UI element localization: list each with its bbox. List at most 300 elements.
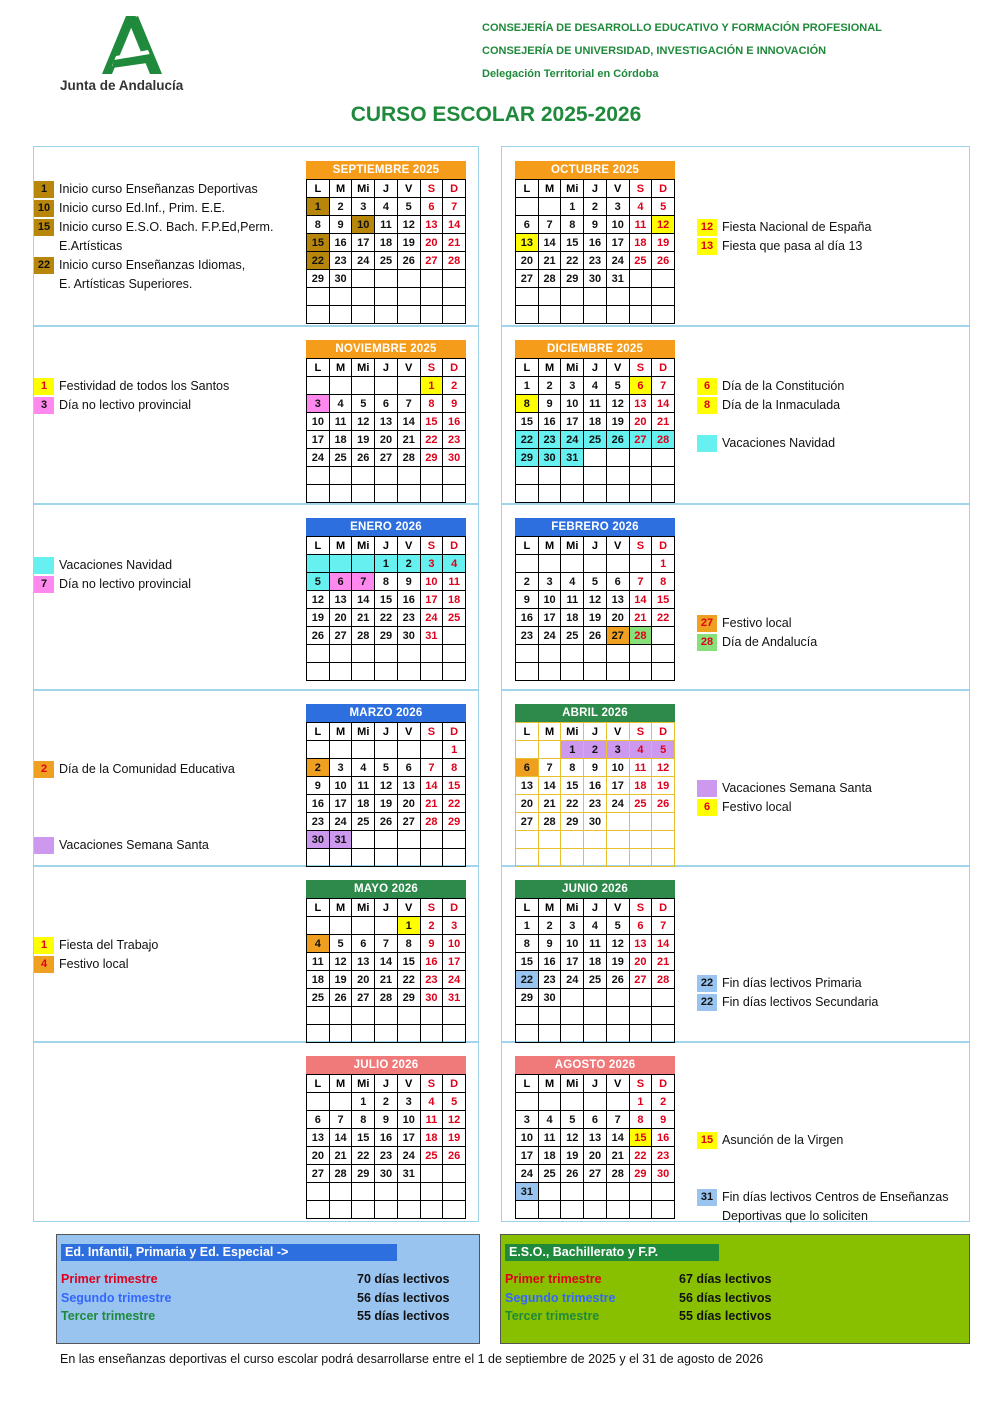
weekday-header: L bbox=[307, 537, 330, 555]
calendar-month bbox=[306, 880, 466, 1043]
calendar-empty-cell bbox=[352, 288, 375, 306]
calendar-month bbox=[515, 161, 675, 324]
calendar-empty-cell bbox=[584, 1183, 607, 1201]
calendar-day: 4 bbox=[561, 573, 584, 591]
weekday-header: J bbox=[584, 1075, 607, 1093]
calendar-day: 25 bbox=[375, 252, 398, 270]
calendar-day: 9 bbox=[539, 395, 562, 413]
calendar-empty-cell bbox=[307, 306, 330, 324]
calendar-day: 27 bbox=[398, 813, 421, 831]
calendar-day: 2 bbox=[398, 555, 421, 573]
calendar-day: 14 bbox=[607, 1129, 630, 1147]
calendar-day: 30 bbox=[539, 989, 562, 1007]
calendar-day: 25 bbox=[584, 431, 607, 449]
calendar-month bbox=[306, 704, 466, 867]
calendar-empty-cell bbox=[443, 663, 466, 681]
calendar-day: 23 bbox=[584, 252, 607, 270]
calendar-empty-cell bbox=[375, 1025, 398, 1043]
calendar-day: 9 bbox=[584, 759, 607, 777]
calendar-day: 30 bbox=[539, 449, 562, 467]
calendar-day: 3 bbox=[607, 741, 630, 759]
calendar-empty-cell bbox=[307, 645, 330, 663]
calendar-day: 13 bbox=[421, 216, 444, 234]
calendar-day: 23 bbox=[443, 431, 466, 449]
calendar-day: 6 bbox=[516, 759, 539, 777]
weekday-header: M bbox=[330, 180, 353, 198]
calendar-month bbox=[515, 704, 675, 867]
calendar-empty-cell bbox=[607, 449, 630, 467]
calendar-day: 4 bbox=[630, 198, 653, 216]
calendar-day: 10 bbox=[539, 591, 562, 609]
calendar-day: 21 bbox=[539, 252, 562, 270]
legend-swatch bbox=[697, 435, 717, 452]
calendar-day: 8 bbox=[516, 935, 539, 953]
calendar-empty-cell bbox=[330, 741, 353, 759]
calendar-day: 25 bbox=[584, 971, 607, 989]
legend-text: Deportivas que lo soliciten bbox=[722, 1209, 868, 1223]
weekday-header: D bbox=[652, 359, 675, 377]
calendar-day: 2 bbox=[307, 759, 330, 777]
calendar-empty-cell bbox=[398, 306, 421, 324]
calendar-day: 28 bbox=[443, 252, 466, 270]
calendar-empty-cell bbox=[352, 377, 375, 395]
calendar-day: 3 bbox=[330, 759, 353, 777]
calendar-empty-cell bbox=[421, 467, 444, 485]
calendar-day: 18 bbox=[443, 591, 466, 609]
calendar-empty-cell bbox=[539, 663, 562, 681]
calendar-day: 29 bbox=[375, 627, 398, 645]
calendar-empty-cell bbox=[607, 1093, 630, 1111]
calendar-empty-cell bbox=[516, 1201, 539, 1219]
calendar-empty-cell bbox=[561, 645, 584, 663]
calendar-day: 17 bbox=[516, 1147, 539, 1165]
calendar-empty-cell bbox=[516, 306, 539, 324]
legend-text: Día de Andalucía bbox=[722, 635, 818, 649]
summary-primaria-label: Ed. Infantil, Primaria y Ed. Especial -> bbox=[61, 1244, 397, 1261]
calendar-empty-cell bbox=[630, 270, 653, 288]
legend-text: Vacaciones Semana Santa bbox=[722, 781, 872, 795]
calendar-day: 30 bbox=[307, 831, 330, 849]
calendar-month-title: JULIO 2026 bbox=[306, 1056, 466, 1074]
weekday-header: Mi bbox=[352, 180, 375, 198]
weekday-header: M bbox=[539, 180, 562, 198]
weekday-header: V bbox=[607, 180, 630, 198]
calendar-empty-cell bbox=[307, 1093, 330, 1111]
calendar-day: 22 bbox=[375, 609, 398, 627]
calendar-day: 6 bbox=[307, 1111, 330, 1129]
calendar-empty-cell bbox=[375, 663, 398, 681]
calendar-day: 16 bbox=[539, 413, 562, 431]
calendar-empty-cell bbox=[330, 917, 353, 935]
calendar-day: 4 bbox=[584, 917, 607, 935]
weekday-header: M bbox=[330, 1075, 353, 1093]
calendar-day: 16 bbox=[516, 609, 539, 627]
calendar-day: 8 bbox=[443, 759, 466, 777]
calendar-day: 28 bbox=[398, 449, 421, 467]
calendar-day: 21 bbox=[352, 609, 375, 627]
calendar-empty-cell bbox=[584, 849, 607, 867]
calendar-day: 4 bbox=[539, 1111, 562, 1129]
calendar-empty-cell bbox=[421, 1201, 444, 1219]
weekday-header: L bbox=[307, 723, 330, 741]
calendar-day: 6 bbox=[421, 198, 444, 216]
trimester-row bbox=[57, 1270, 479, 1288]
calendar-empty-cell bbox=[443, 1201, 466, 1219]
calendar-day: 10 bbox=[607, 216, 630, 234]
calendar-day: 2 bbox=[375, 1093, 398, 1111]
calendar-day: 16 bbox=[421, 953, 444, 971]
calendar-day: 10 bbox=[307, 413, 330, 431]
calendar-empty-cell bbox=[398, 377, 421, 395]
weekday-header: V bbox=[398, 180, 421, 198]
legend-swatch: 3 bbox=[34, 397, 54, 414]
calendar-empty-cell bbox=[398, 831, 421, 849]
calendar-empty-cell bbox=[630, 831, 653, 849]
legend-swatch: 7 bbox=[34, 576, 54, 593]
calendar-day: 7 bbox=[652, 917, 675, 935]
trimester-name: Segundo trimestre bbox=[61, 1290, 172, 1305]
calendar-day: 17 bbox=[307, 431, 330, 449]
calendar-empty-cell bbox=[307, 1025, 330, 1043]
legend-swatch bbox=[697, 780, 717, 797]
calendar-empty-cell bbox=[584, 288, 607, 306]
calendar-day: 12 bbox=[375, 777, 398, 795]
calendar-day: 27 bbox=[630, 431, 653, 449]
calendar-empty-cell bbox=[539, 1093, 562, 1111]
weekday-header: S bbox=[421, 723, 444, 741]
calendar-day: 7 bbox=[630, 573, 653, 591]
calendar-day: 10 bbox=[443, 935, 466, 953]
calendar-day: 28 bbox=[607, 1165, 630, 1183]
calendar-empty-cell bbox=[584, 1025, 607, 1043]
calendar-empty-cell bbox=[607, 288, 630, 306]
calendar-day: 7 bbox=[375, 935, 398, 953]
weekday-header: V bbox=[398, 537, 421, 555]
header-line-3: Delegación Territorial en Córdoba bbox=[482, 68, 659, 80]
calendar-day: 15 bbox=[652, 591, 675, 609]
calendar-day: 22 bbox=[398, 971, 421, 989]
legend-text: Fin días lectivos Centros de Enseñanzas bbox=[722, 1190, 949, 1204]
calendar-day: 30 bbox=[584, 270, 607, 288]
calendar-day: 1 bbox=[352, 1093, 375, 1111]
calendar-empty-cell bbox=[330, 1201, 353, 1219]
weekday-header: D bbox=[652, 180, 675, 198]
calendar-day: 28 bbox=[630, 627, 653, 645]
calendar-day: 18 bbox=[584, 953, 607, 971]
calendar-day: 18 bbox=[375, 234, 398, 252]
legend-swatch: 27 bbox=[697, 615, 717, 632]
legend-text: Día no lectivo provincial bbox=[59, 577, 192, 591]
calendar-empty-cell bbox=[330, 1025, 353, 1043]
calendar-empty-cell bbox=[421, 849, 444, 867]
calendar-day: 3 bbox=[561, 377, 584, 395]
calendar-empty-cell bbox=[443, 1183, 466, 1201]
weekday-header: S bbox=[630, 359, 653, 377]
calendar-day: 17 bbox=[421, 591, 444, 609]
calendar-day: 31 bbox=[330, 831, 353, 849]
calendar-empty-cell bbox=[443, 467, 466, 485]
calendar-day: 7 bbox=[398, 395, 421, 413]
calendar-day: 29 bbox=[561, 813, 584, 831]
calendar-day: 26 bbox=[561, 1165, 584, 1183]
calendar-empty-cell bbox=[443, 288, 466, 306]
calendar-day: 12 bbox=[443, 1111, 466, 1129]
calendar-empty-cell bbox=[584, 467, 607, 485]
calendar-empty-cell bbox=[516, 831, 539, 849]
calendar-day: 25 bbox=[443, 609, 466, 627]
calendar-day: 25 bbox=[352, 813, 375, 831]
calendar-empty-cell bbox=[443, 306, 466, 324]
calendar-empty-cell bbox=[652, 989, 675, 1007]
calendar-day: 15 bbox=[375, 591, 398, 609]
calendar-empty-cell bbox=[652, 831, 675, 849]
calendar-empty-cell bbox=[307, 555, 330, 573]
weekday-header: J bbox=[584, 537, 607, 555]
calendar-empty-cell bbox=[539, 467, 562, 485]
calendar-day: 26 bbox=[584, 627, 607, 645]
calendar-day: 8 bbox=[307, 216, 330, 234]
calendar-empty-cell bbox=[398, 663, 421, 681]
calendar-empty-cell bbox=[330, 377, 353, 395]
calendar-empty-cell bbox=[375, 288, 398, 306]
calendar-day: 9 bbox=[375, 1111, 398, 1129]
calendar-empty-cell bbox=[330, 485, 353, 503]
calendar-month-title: MAYO 2026 bbox=[306, 880, 466, 898]
calendar-empty-cell bbox=[561, 849, 584, 867]
calendar-empty-cell bbox=[352, 1183, 375, 1201]
calendar-empty-cell bbox=[561, 989, 584, 1007]
calendar-grid bbox=[306, 722, 466, 867]
calendar-day: 3 bbox=[561, 917, 584, 935]
weekday-header: D bbox=[443, 1075, 466, 1093]
calendar-day: 5 bbox=[607, 917, 630, 935]
calendar-empty-cell bbox=[307, 1201, 330, 1219]
calendar-day: 12 bbox=[398, 216, 421, 234]
calendar-day: 9 bbox=[652, 1111, 675, 1129]
calendar-empty-cell bbox=[443, 1165, 466, 1183]
calendar-day: 22 bbox=[352, 1147, 375, 1165]
calendar-day: 11 bbox=[421, 1111, 444, 1129]
calendar-empty-cell bbox=[421, 1165, 444, 1183]
calendar-day: 15 bbox=[516, 953, 539, 971]
calendar-empty-cell bbox=[352, 645, 375, 663]
weekday-header: D bbox=[652, 537, 675, 555]
calendar-day: 2 bbox=[539, 917, 562, 935]
calendar-empty-cell bbox=[443, 645, 466, 663]
calendar-empty-cell bbox=[584, 645, 607, 663]
calendar-day: 29 bbox=[516, 989, 539, 1007]
calendar-day: 20 bbox=[516, 795, 539, 813]
calendar-day: 26 bbox=[330, 989, 353, 1007]
calendar-empty-cell bbox=[443, 1007, 466, 1025]
calendar-empty-cell bbox=[516, 1007, 539, 1025]
calendar-day: 29 bbox=[307, 270, 330, 288]
calendar-day: 1 bbox=[375, 555, 398, 573]
calendar-empty-cell bbox=[330, 1183, 353, 1201]
calendar-day: 29 bbox=[516, 449, 539, 467]
legend-swatch: 6 bbox=[697, 799, 717, 816]
calendar-day: 16 bbox=[584, 234, 607, 252]
legend-swatch: 28 bbox=[697, 634, 717, 651]
calendar-empty-cell bbox=[652, 288, 675, 306]
calendar-day: 15 bbox=[421, 413, 444, 431]
weekday-header: Mi bbox=[352, 359, 375, 377]
calendar-day: 27 bbox=[307, 1165, 330, 1183]
calendar-day: 26 bbox=[352, 449, 375, 467]
calendar-day: 11 bbox=[539, 1129, 562, 1147]
calendar-day: 23 bbox=[516, 627, 539, 645]
calendar-day: 11 bbox=[561, 591, 584, 609]
calendar-empty-cell bbox=[607, 1025, 630, 1043]
calendar-day: 6 bbox=[630, 917, 653, 935]
calendar-day: 1 bbox=[421, 377, 444, 395]
calendar-day: 25 bbox=[561, 627, 584, 645]
calendar-day: 10 bbox=[330, 777, 353, 795]
calendar-day: 13 bbox=[584, 1129, 607, 1147]
calendar-empty-cell bbox=[398, 1201, 421, 1219]
calendar-day: 10 bbox=[421, 573, 444, 591]
calendar-empty-cell bbox=[607, 663, 630, 681]
calendar-day: 20 bbox=[516, 252, 539, 270]
calendar-day: 9 bbox=[443, 395, 466, 413]
weekday-header: S bbox=[630, 537, 653, 555]
legend-text: E. Artísticas Superiores. bbox=[59, 277, 193, 291]
calendar-day: 24 bbox=[398, 1147, 421, 1165]
calendar-empty-cell bbox=[539, 288, 562, 306]
calendar-day: 8 bbox=[352, 1111, 375, 1129]
calendar-empty-cell bbox=[352, 917, 375, 935]
calendar-day: 7 bbox=[539, 216, 562, 234]
calendar-day: 25 bbox=[630, 252, 653, 270]
calendar-day: 17 bbox=[561, 413, 584, 431]
calendar-empty-cell bbox=[652, 306, 675, 324]
calendar-month bbox=[515, 518, 675, 681]
calendar-empty-cell bbox=[584, 663, 607, 681]
calendar-grid bbox=[515, 898, 675, 1043]
weekday-header: L bbox=[307, 180, 330, 198]
calendar-day: 8 bbox=[561, 759, 584, 777]
calendar-empty-cell bbox=[630, 1183, 653, 1201]
calendar-day: 11 bbox=[630, 759, 653, 777]
calendar-day: 30 bbox=[443, 449, 466, 467]
calendar-day: 25 bbox=[307, 989, 330, 1007]
calendar-day: 24 bbox=[561, 971, 584, 989]
calendar-empty-cell bbox=[539, 1183, 562, 1201]
calendar-empty-cell bbox=[307, 663, 330, 681]
calendar-day: 9 bbox=[539, 935, 562, 953]
calendar-empty-cell bbox=[652, 645, 675, 663]
calendar-day: 19 bbox=[330, 971, 353, 989]
trimester-days: 67 días lectivos bbox=[679, 1272, 772, 1286]
calendar-day: 14 bbox=[652, 935, 675, 953]
calendar-day: 24 bbox=[307, 449, 330, 467]
calendar-empty-cell bbox=[375, 917, 398, 935]
weekday-header: J bbox=[375, 537, 398, 555]
calendar-empty-cell bbox=[330, 467, 353, 485]
calendar-day: 13 bbox=[607, 591, 630, 609]
legend-text: Vacaciones Semana Santa bbox=[59, 838, 209, 852]
calendar-day: 27 bbox=[516, 270, 539, 288]
weekday-header: V bbox=[607, 899, 630, 917]
calendar-day: 8 bbox=[516, 395, 539, 413]
calendar-day: 2 bbox=[421, 917, 444, 935]
calendar-empty-cell bbox=[630, 1007, 653, 1025]
calendar-day: 10 bbox=[607, 759, 630, 777]
calendar-day: 13 bbox=[375, 413, 398, 431]
calendar-day: 27 bbox=[352, 989, 375, 1007]
calendar-empty-cell bbox=[630, 306, 653, 324]
calendar-empty-cell bbox=[561, 663, 584, 681]
calendar-empty-cell bbox=[607, 1183, 630, 1201]
weekday-header: M bbox=[539, 359, 562, 377]
weekday-header: J bbox=[584, 723, 607, 741]
calendar-day: 6 bbox=[607, 573, 630, 591]
calendar-day: 12 bbox=[352, 413, 375, 431]
calendar-empty-cell bbox=[443, 485, 466, 503]
calendar-empty-cell bbox=[607, 645, 630, 663]
calendar-day: 27 bbox=[516, 813, 539, 831]
calendar-empty-cell bbox=[421, 831, 444, 849]
calendar-empty-cell bbox=[607, 306, 630, 324]
calendar-empty-cell bbox=[375, 1183, 398, 1201]
calendar-day: 27 bbox=[584, 1165, 607, 1183]
weekday-header: M bbox=[330, 899, 353, 917]
legend-text: Festividad de todos los Santos bbox=[59, 379, 230, 393]
calendar-empty-cell bbox=[516, 741, 539, 759]
trimester-row bbox=[501, 1307, 969, 1325]
calendar-month-title: ENERO 2026 bbox=[306, 518, 466, 536]
weekday-header: D bbox=[443, 180, 466, 198]
calendar-day: 20 bbox=[584, 1147, 607, 1165]
calendar-day: 14 bbox=[630, 591, 653, 609]
calendar-empty-cell bbox=[561, 1201, 584, 1219]
calendar-empty-cell bbox=[307, 741, 330, 759]
calendar-day: 30 bbox=[398, 627, 421, 645]
calendar-day: 13 bbox=[516, 234, 539, 252]
calendar-day: 13 bbox=[398, 777, 421, 795]
calendar-day: 29 bbox=[561, 270, 584, 288]
calendar-day: 13 bbox=[630, 935, 653, 953]
calendar-day: 31 bbox=[421, 627, 444, 645]
calendar-empty-cell bbox=[652, 1183, 675, 1201]
calendar-day: 14 bbox=[398, 413, 421, 431]
weekday-header: D bbox=[443, 899, 466, 917]
weekday-header: V bbox=[607, 1075, 630, 1093]
calendar-day: 19 bbox=[584, 609, 607, 627]
weekday-header: L bbox=[516, 899, 539, 917]
calendar-day: 11 bbox=[584, 395, 607, 413]
calendar-empty-cell bbox=[516, 198, 539, 216]
calendar-empty-cell bbox=[561, 485, 584, 503]
calendar-day: 5 bbox=[398, 198, 421, 216]
header-line-1: CONSEJERÍA DE DESARROLLO EDUCATIVO Y FORMACIÓN PROFESIONAL bbox=[482, 22, 882, 34]
calendar-day: 16 bbox=[398, 591, 421, 609]
weekday-header: S bbox=[630, 1075, 653, 1093]
calendar-empty-cell bbox=[561, 1093, 584, 1111]
calendar-empty-cell bbox=[375, 849, 398, 867]
weekday-header: Mi bbox=[561, 1075, 584, 1093]
legend-swatch: 2 bbox=[34, 761, 54, 778]
weekday-header: Mi bbox=[561, 899, 584, 917]
trimester-name: Tercer trimestre bbox=[61, 1309, 156, 1323]
calendar-day: 28 bbox=[539, 270, 562, 288]
calendar-day: 26 bbox=[443, 1147, 466, 1165]
calendar-empty-cell bbox=[516, 663, 539, 681]
calendar-empty-cell bbox=[516, 1093, 539, 1111]
weekday-header: M bbox=[539, 723, 562, 741]
calendar-day: 29 bbox=[630, 1165, 653, 1183]
calendar-day: 7 bbox=[421, 759, 444, 777]
